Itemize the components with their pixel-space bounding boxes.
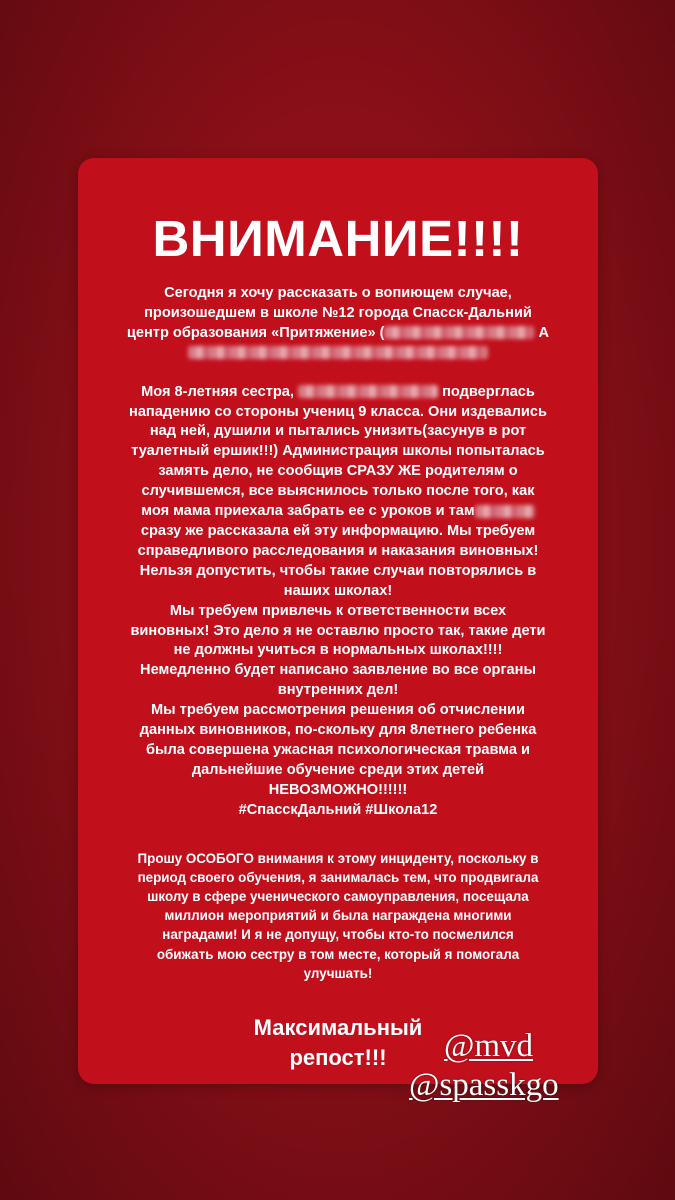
- cta-line: Максимальный: [253, 1014, 423, 1040]
- appeal-paragraph: [112, 849, 564, 983]
- text-line: внутренних дел!: [277, 682, 399, 699]
- text-line: Мы требуем привлечь к ответственности всех: [169, 602, 507, 619]
- blurred-name: [188, 346, 488, 359]
- text-line: справедливого расследования и наказания виновных!: [137, 542, 539, 559]
- hashtags: #СпасскДальний #Школа12: [238, 801, 438, 818]
- text-line: над ней, душили и пытались унизить(засунув в рот: [149, 423, 527, 440]
- headline: ВНИМАНИЕ!!!!: [152, 210, 524, 267]
- cta-line: репост!!!: [289, 1044, 387, 1070]
- blurred-name: [384, 326, 534, 339]
- text-line: нападению со стороны учениц 9 класса. Они издевались: [129, 403, 547, 420]
- demand-paragraph: [112, 602, 564, 662]
- text-line: наградами! И я не допущу, чтобы кто-то посмелился: [162, 927, 514, 943]
- text-line: случившемся, все выяснилось только после того, как: [141, 483, 535, 500]
- story-card: [78, 158, 598, 1084]
- text-line: моя мама приехала забрать ее с уроков и там: [141, 503, 475, 520]
- text-line: виновных! Это дело я не оставлю просто так, такие дети: [130, 622, 546, 639]
- text-line: подверглась: [442, 383, 535, 400]
- text-line: обижать мою сестру в том месте, который я помогала: [156, 946, 520, 962]
- text-line: была совершена ужасная психологическая травма и: [145, 741, 531, 758]
- text-line: сразу же рассказала ей эту информацию. Мы требуем: [140, 522, 536, 539]
- text-line: школу в сфере ученического самоуправления, посещала: [147, 888, 529, 904]
- text-line: Прошу ОСОБОГО внимания к этому инциденту, поскольку в: [137, 850, 539, 866]
- text-line: миллион мероприятий и была награждена многими: [164, 908, 512, 924]
- blurred-name: [298, 385, 438, 398]
- text-line: улучшать!: [303, 965, 373, 981]
- expulsion-paragraph: [112, 701, 564, 820]
- text-line: не должны учиться в нормальных школах!!!!: [173, 642, 503, 659]
- text-line: наших школах!: [283, 582, 393, 599]
- text-line: произошедшем в школе №12 города Спасск-Дальний: [144, 304, 532, 321]
- text-line: А: [538, 324, 550, 341]
- text-line: Нельзя допустить, чтобы такие случаи повторялись в: [139, 562, 537, 579]
- text-line: Мы требуем рассмотрения решения об отчислении: [151, 702, 525, 719]
- text-line: дальнейшие обучение среди этих детей: [191, 761, 485, 778]
- text-line: туалетный ершик!!!) Администрация школы попыталась: [131, 443, 545, 460]
- intro-paragraph: [112, 284, 564, 364]
- text-line: Моя 8-летняя сестра,: [141, 383, 294, 400]
- statement-paragraph: [112, 661, 564, 701]
- text-line: Немедленно будет написано заявление во все органы: [140, 662, 536, 679]
- mention-mvd[interactable]: @mvd: [444, 1028, 534, 1064]
- text-line: замять дело, не сообщив СРАЗУ ЖЕ родителям о: [158, 463, 518, 480]
- text-line: период своего обучения, я занималась тем, что продвигала: [137, 869, 539, 885]
- text-line: данных виновников, по-скольку для 8летнего ребенка: [139, 722, 537, 739]
- sister-paragraph: [112, 383, 564, 602]
- text-line: Сегодня я хочу рассказать о вопиющем случае,: [164, 285, 512, 301]
- blurred-name: [475, 505, 535, 518]
- mention-spasskgo[interactable]: @spasskgo: [409, 1067, 559, 1103]
- text-line: НЕВОЗМОЖНО!!!!!!: [268, 781, 408, 798]
- text-line: центр образования «Притяжение» (: [126, 324, 385, 341]
